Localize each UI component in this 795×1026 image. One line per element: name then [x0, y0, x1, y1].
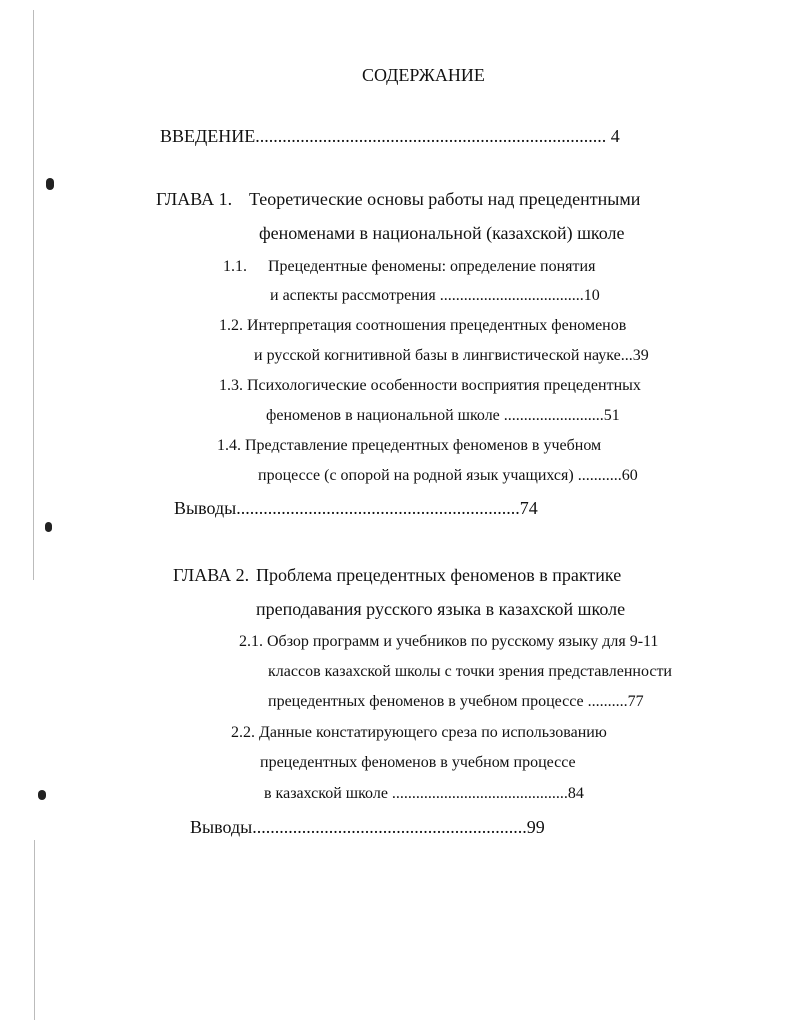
s14-line1: 1.4. Представление прецедентных феноменов в учебном [217, 437, 602, 454]
ch2-label: ГЛАВА 2. [173, 565, 250, 585]
s21-line3: прецедентных феноменов в учебном процессе ..........77 [268, 693, 644, 710]
ch2-title-line1: Проблема прецедентных феноменов в практике [256, 565, 622, 585]
ch1-label: ГЛАВА 1. [156, 189, 233, 209]
ch1-conclusions: Выводы...............................................................74 [174, 498, 538, 518]
s22-line1: 2.2. Данные констатирующего среза по использованию [231, 724, 607, 741]
toc-intro: ВВЕДЕНИЕ.............................................................................. 4 [160, 126, 620, 146]
s11-line1: Прецедентные феномены: определение понятия [268, 258, 596, 275]
s12-line1: 1.2. Интерпретация соотношения прецедентных феноменов [219, 317, 627, 334]
punch-hole-mark [46, 178, 54, 190]
ch1-title-line1: Теоретические основы работы над прецедентными [249, 189, 641, 209]
punch-hole-mark-2 [45, 522, 52, 532]
s11-line2: и аспекты рассмотрения ....................................10 [270, 287, 600, 304]
scan-edge-line-lower [34, 840, 35, 1020]
ch1-title-line2: феноменами в национальной (казахской) школе [259, 223, 625, 243]
s22-line2: прецедентных феноменов в учебном процессе [260, 754, 576, 771]
toc-title: СОДЕРЖАНИЕ [362, 65, 485, 85]
s14-line2: процессе (с опорой на родной язык учащихся) ...........60 [258, 467, 638, 484]
s11-number: 1.1. [223, 258, 247, 275]
punch-hole-mark-3 [38, 790, 46, 800]
scan-edge-line [33, 10, 34, 580]
s13-line1: 1.3. Психологические особенности восприятия прецедентных [219, 377, 641, 394]
ch2-title-line2: преподавания русского языка в казахской школе [256, 599, 626, 619]
s12-line2: и русской когнитивной базы в лингвистической науке...39 [254, 347, 649, 364]
s21-line2: классов казахской школы с точки зрения представленности [268, 663, 672, 680]
s22-line3: в казахской школе ............................................84 [264, 785, 584, 802]
s13-line2: феноменов в национальной школе .........................51 [266, 407, 620, 424]
ch2-conclusions: Выводы.............................................................99 [190, 817, 545, 837]
s21-line1: 2.1. Обзор программ и учебников по русскому языку для 9-11 [239, 633, 659, 650]
